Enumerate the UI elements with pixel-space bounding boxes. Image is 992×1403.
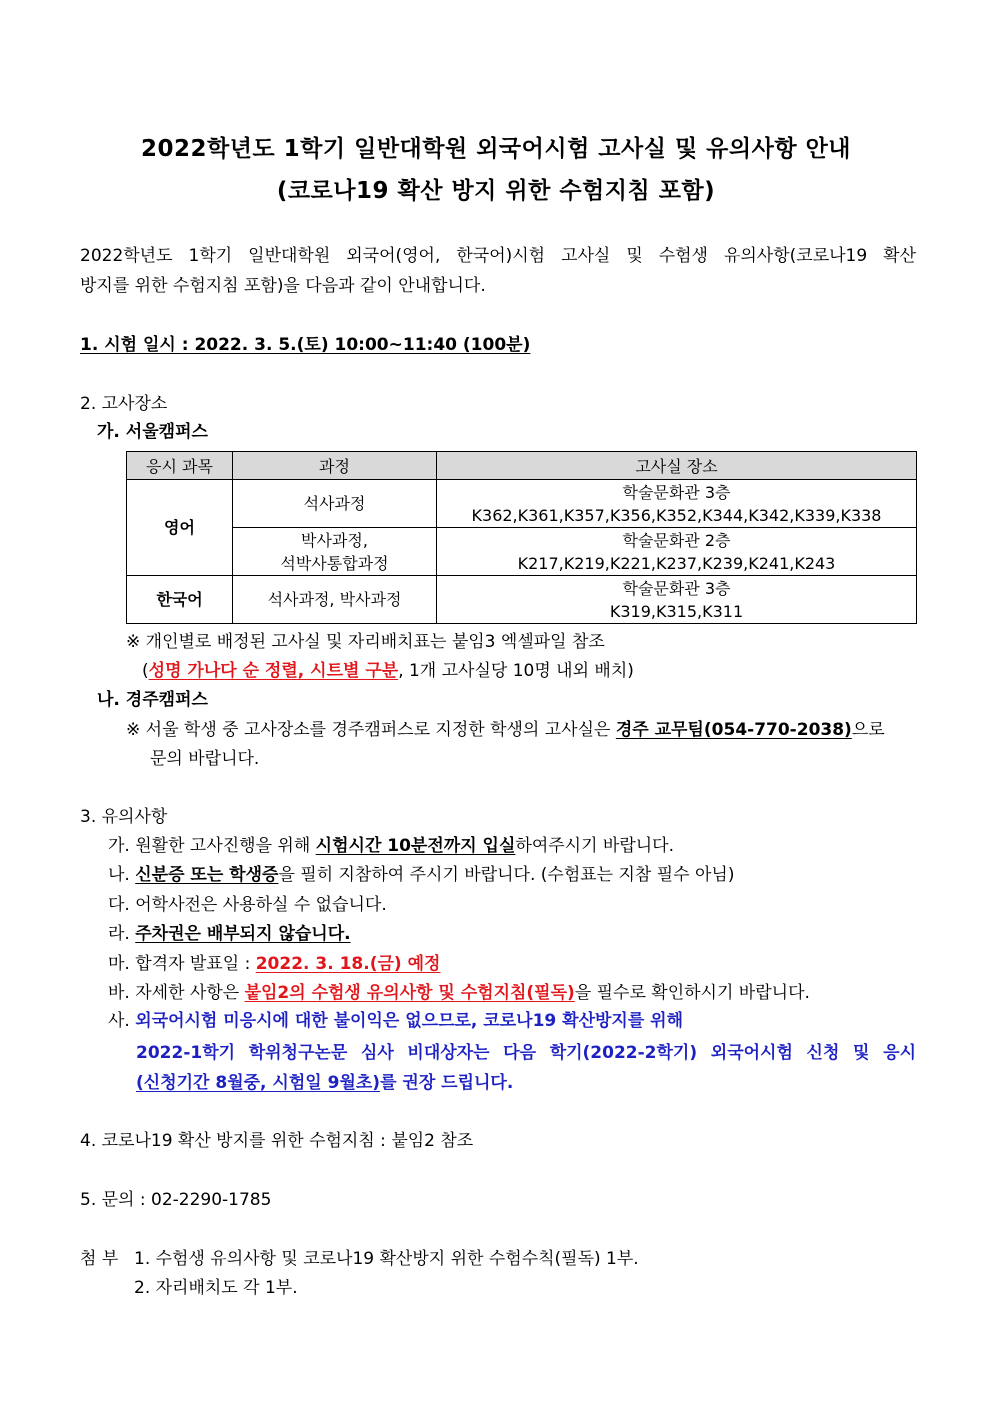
subject-korean: 한국어	[127, 576, 233, 624]
seoul-campus-heading: 가. 서울캠퍼스	[97, 422, 208, 442]
caution-na-emph: 신분증 또는 학생증	[135, 865, 279, 885]
gyeongju-note-text: ※ 서울 학생 중 고사장소를 경주캠퍼스로 지정한 학생의 고사실은	[126, 720, 616, 740]
caution-sa-line2: 2022-1학기 학위청구논문 심사 비대상자는 다음 학기(2022-2학기) 외국어시험 신청 및 응시	[136, 1043, 916, 1063]
caution-ga-prefix: 가. 원활한 고사진행을 위해	[108, 836, 316, 856]
gyeongju-note	[126, 715, 885, 740]
document-title-line1: 2022학년도 1학기 일반대학원 외국어시험 고사실 및 유의사항 안내	[140, 136, 852, 162]
caution-sa-line3	[136, 1068, 513, 1093]
caution-item-ra	[108, 919, 351, 944]
course-line1: 박사과정,	[301, 530, 368, 550]
caution-item-ba	[108, 978, 810, 1003]
section5-contact: 5. 문의 : 02-2290-1785	[80, 1190, 272, 1210]
table-row	[127, 480, 917, 528]
place-rooms: K319,K315,K311	[609, 601, 744, 621]
caution-sa-prefix: 사.	[108, 1011, 136, 1031]
announcement-date: 2022. 3. 18.(금) 예정	[255, 954, 441, 974]
caution-item-da: 다. 어학사전은 사용하실 수 없습니다.	[108, 895, 387, 915]
attachments-label: 첨 부	[80, 1249, 119, 1269]
section2-heading: 2. 고사장소	[80, 394, 168, 414]
attachment-item-1: 1. 수험생 유의사항 및 코로나19 확산방지 위한 수험수칙(필독) 1부.	[134, 1249, 639, 1269]
table-header-subject: 응시 과목	[127, 452, 233, 480]
course-cell: 석사과정, 박사과정	[233, 576, 437, 624]
table-row	[127, 576, 917, 624]
course-cell: 석사과정	[233, 480, 437, 528]
caution-ba-prefix: 바. 자세한 사항은	[108, 983, 245, 1003]
seating-note-rest: , 1개 고사실당 10명 내외 배치)	[398, 661, 634, 681]
place-building: 학술문화관 2층	[622, 530, 731, 550]
caution-item-ga	[108, 831, 674, 856]
caution-item-ma	[108, 949, 440, 974]
place-building: 학술문화관 3층	[622, 578, 731, 598]
caution-ba-suffix: 을 필수로 확인하시기 바랍니다.	[574, 983, 810, 1003]
section4: 4. 코로나19 확산 방지를 위한 수험지침 : 붙임2 참조	[80, 1131, 474, 1151]
place-rooms: K217,K219,K221,K237,K239,K241,K243	[517, 553, 836, 573]
caution-ga-emph: 시험시간 10분전까지 입실	[315, 836, 516, 856]
caution-ra-prefix: 라.	[108, 924, 136, 944]
seating-note-open: (	[142, 661, 149, 681]
table-header-row	[127, 452, 917, 480]
gyeongju-contact: 경주 교무팀(054-770-2038)	[615, 720, 852, 740]
seating-note: ※ 개인별로 배정된 고사실 및 자리배치표는 붙임3 엑셀파일 참조	[126, 632, 605, 652]
sort-order-note: 성명 가나다 순 정렬, 시트별 구분	[148, 661, 399, 681]
caution-ga-suffix: 하여주시기 바랍니다.	[515, 836, 674, 856]
caution-item-na	[108, 860, 734, 885]
table-header-place: 고사실 장소	[437, 452, 917, 480]
exam-room-table	[126, 451, 917, 624]
caution-ma-prefix: 마. 합격자 발표일 :	[108, 954, 256, 974]
place-cell	[437, 576, 917, 624]
course-cell	[233, 528, 437, 576]
place-building: 학술문화관 3층	[622, 482, 731, 502]
place-rooms: K362,K361,K357,K356,K352,K344,K342,K339,K338	[471, 505, 882, 525]
caution-ra-emph: 주차권은 배부되지 않습니다.	[135, 924, 351, 944]
caution-ba-emph: 붙임2의 수험생 유의사항 및 수험지침(필독)	[244, 983, 575, 1003]
caution-sa-line1: 외국어시험 미응시에 대한 불이익은 없으므로, 코로나19 확산방지를 위해	[135, 1011, 684, 1031]
gyeongju-campus-heading: 나. 경주캠퍼스	[97, 690, 208, 710]
intro-line2: 방지를 위한 수험지침 포함)을 다음과 같이 안내합니다.	[80, 276, 486, 296]
gyeongju-note-tail: 으로	[851, 720, 885, 740]
course-line2: 석박사통합과정	[280, 553, 389, 573]
exam-datetime: 1. 시험 일시 : 2022. 3. 5.(토) 10:00~11:40 (100분)	[80, 335, 531, 355]
table-row	[127, 528, 917, 576]
intro-line1: 2022학년도 1학기 일반대학원 외국어(영어, 한국어)시험 고사실 및 수험생 유의사항(코로나19 확산	[80, 246, 916, 266]
place-cell	[437, 480, 917, 528]
caution-na-prefix: 나.	[108, 865, 136, 885]
application-period: (신청기간 8월중, 시험일 9월초)	[136, 1073, 381, 1093]
document-title-line2: (코로나19 확산 방지 위한 수험지침 포함)	[276, 178, 716, 204]
subject-english: 영어	[127, 480, 233, 576]
caution-sa-line3-tail: 를 권장 드립니다.	[380, 1073, 514, 1093]
seating-note-detail	[142, 656, 634, 681]
gyeongju-note-line2: 문의 바랍니다.	[150, 749, 260, 769]
caution-item-sa	[108, 1006, 683, 1031]
section3-heading: 3. 유의사항	[80, 807, 168, 827]
caution-na-suffix: 을 필히 지참하여 주시기 바랍니다. (수험표는 지참 필수 아님)	[278, 865, 735, 885]
place-cell	[437, 528, 917, 576]
table-header-course: 과정	[233, 452, 437, 480]
attachment-item-2: 2. 자리배치도 각 1부.	[134, 1278, 298, 1298]
